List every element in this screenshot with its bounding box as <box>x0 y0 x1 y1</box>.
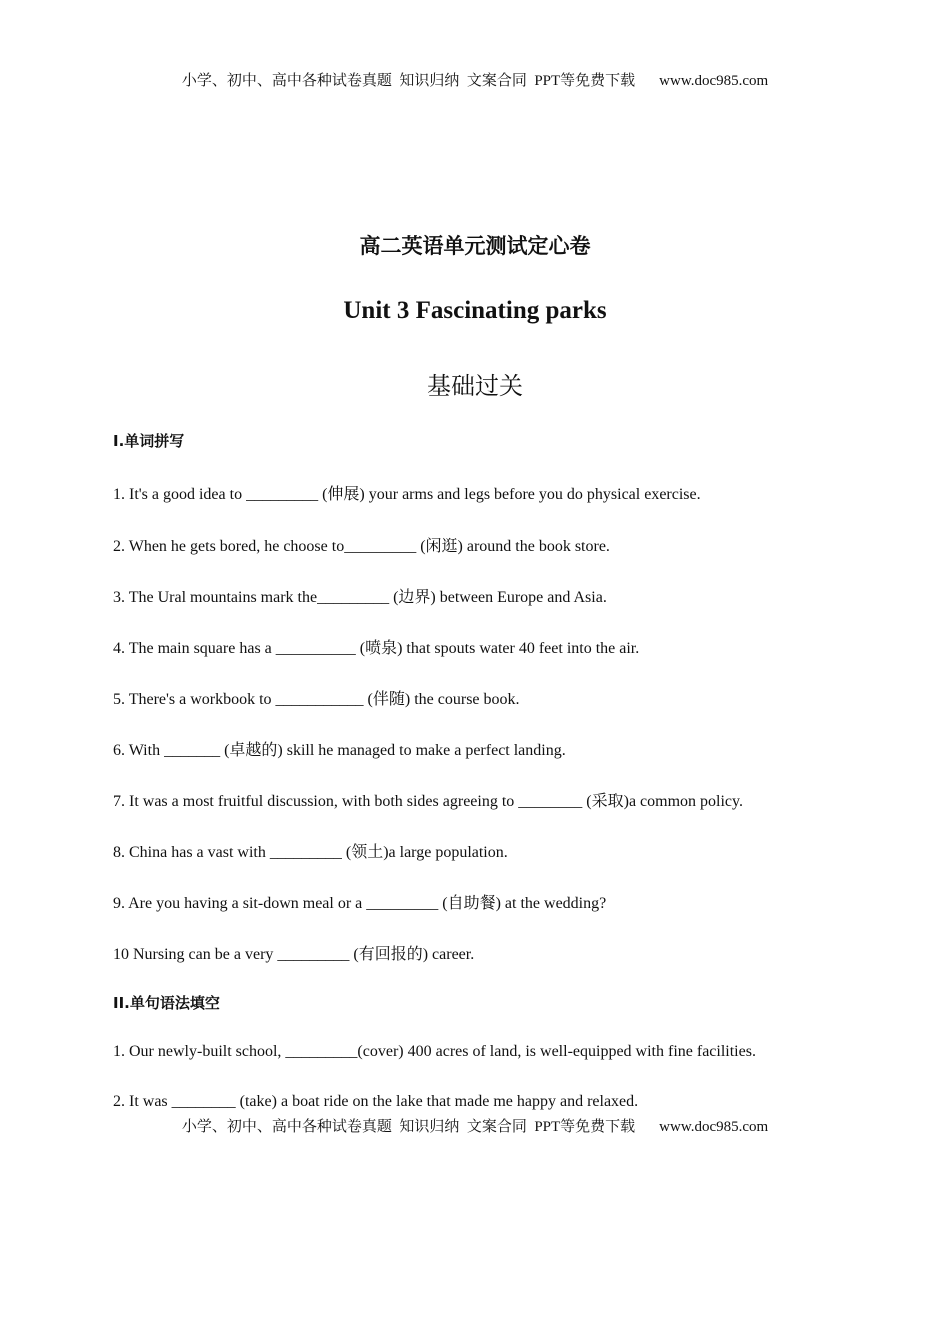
section-heading-spelling: I.单词拼写 <box>113 432 185 450</box>
page-title-cn: 高二英语单元测试定心卷 <box>359 234 591 258</box>
page-subtitle: 基础过关 <box>427 372 523 400</box>
question-item: 7. It was a most fruitful discussion, with both sides agreeing to ________ (采取)a common policy. <box>113 793 743 810</box>
section-heading-grammar: II.单句语法填空 <box>113 994 220 1012</box>
question-item: 9. Are you having a sit-down meal or a _________ (自助餐) at the wedding? <box>113 895 607 912</box>
question-item: 1. Our newly-built school, _________(cover) 400 acres of land, is well-equipped with fine facilities. <box>113 1043 756 1060</box>
footer-site-link[interactable]: www.doc985.com <box>659 1119 769 1135</box>
question-item: 8. China has a vast with _________ (领土)a large population. <box>113 844 508 861</box>
question-item: 1. It's a good idea to _________ (伸展) your arms and legs before you do physical exercise. <box>113 486 701 503</box>
header-site-link[interactable]: www.doc985.com <box>659 73 769 89</box>
footer-text: 小学、初中、高中各种试卷真题 知识归纳 文案合同 PPT等免费下载 <box>181 1119 636 1135</box>
question-item: 5. There's a workbook to ___________ (伴随) the course book. <box>113 691 520 708</box>
question-item: 6. With _______ (卓越的) skill he managed to make a perfect landing. <box>113 742 566 759</box>
header-text: 小学、初中、高中各种试卷真题 知识归纳 文案合同 PPT等免费下载 <box>181 73 636 89</box>
page-title-en: Unit 3 Fascinating parks <box>343 297 607 324</box>
question-item: 2. It was ________ (take) a boat ride on the lake that made me happy and relaxed. <box>113 1093 639 1110</box>
question-item: 10 Nursing can be a very _________ (有回报的) career. <box>113 946 475 963</box>
question-item: 4. The main square has a __________ (喷泉) that spouts water 40 feet into the air. <box>113 640 640 657</box>
page-footer <box>0 1115 950 1136</box>
page-header <box>0 69 950 90</box>
question-item: 3. The Ural mountains mark the_________ (边界) between Europe and Asia. <box>113 589 607 606</box>
question-item: 2. When he gets bored, he choose to_________ (闲逛) around the book store. <box>113 538 610 555</box>
